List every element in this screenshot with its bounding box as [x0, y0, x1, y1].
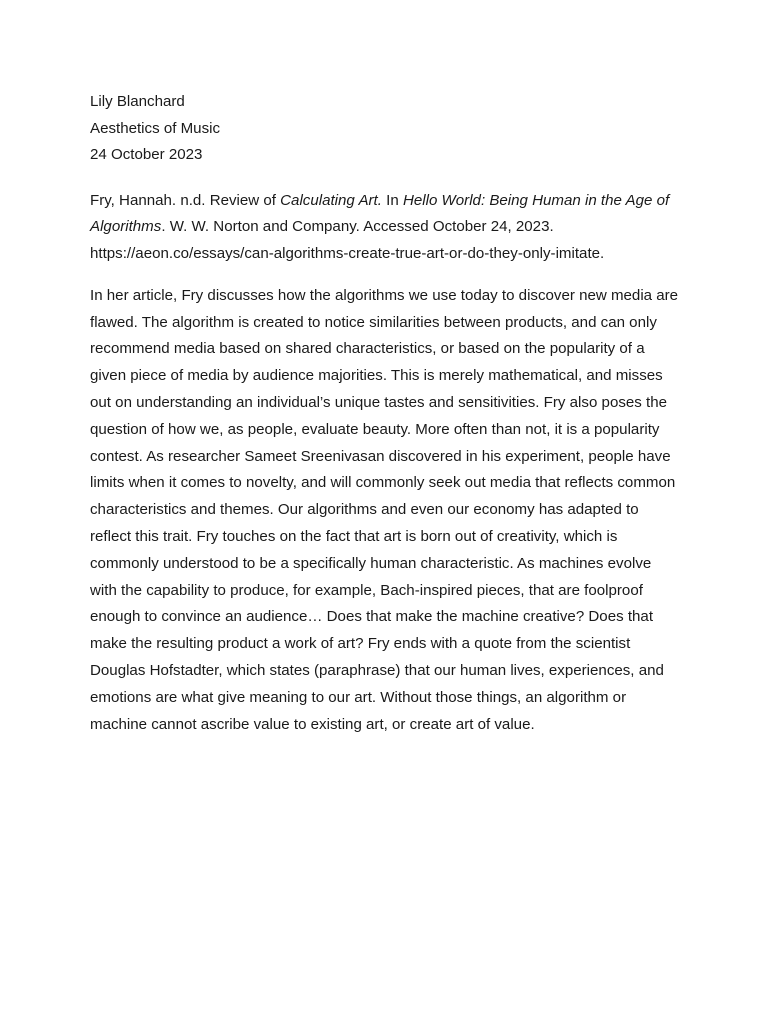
body-line: flawed. The algorithm is created to notice similarities between products, and can only: [90, 313, 657, 331]
author-name: Lily Blanchard: [90, 93, 185, 110]
citation-book-title-part-1: Hello World: Being Human in the Age of: [402, 191, 670, 209]
citation-article-title: Calculating Art.: [280, 191, 382, 209]
body-line: contest. As researcher Sameet Sreenivasan discovered in his experiment, people have: [90, 447, 671, 465]
citation-line-2: [90, 214, 690, 241]
document-header: [90, 89, 690, 169]
body-line: characteristics and themes. Our algorithms and even our economy has adapted to: [90, 501, 639, 519]
citation-in-text: In: [381, 191, 403, 209]
body-line: limits when it comes to novelty, and will commonly seek out media that reflects common: [90, 474, 676, 492]
document-date: 24 October 2023: [90, 146, 203, 163]
body-line: question of how we, as people, evaluate beauty. More often than not, it is a popularity: [90, 420, 660, 438]
body-line: enough to convince an audience… Does that make the machine creative? Does that: [90, 608, 654, 626]
citation-publisher-text: . W. W. Norton and Company. Accessed October 24, 2023.: [161, 218, 554, 236]
body-line: machine cannot ascribe value to existing art, or create art of value.: [90, 715, 535, 733]
body-line: commonly understood to be a specifically human characteristic. As machines evolve: [90, 554, 652, 572]
body-line: with the capability to produce, for example, Bach-inspired pieces, that are foolproof: [90, 581, 643, 599]
citation-author-text: Fry, Hannah. n.d. Review of: [90, 191, 281, 209]
document-page: [90, 89, 690, 738]
body-line: recommend media based on shared characteristics, or based on the popularity of a: [90, 340, 645, 358]
body-line: reflect this trait. Fry touches on the fact that art is born out of creativity, which is: [90, 528, 618, 546]
body-line: given piece of media by audience majorities. This is merely mathematical, and misses: [90, 367, 663, 385]
course-name: Aesthetics of Music: [90, 119, 221, 137]
citation: [90, 188, 690, 268]
citation-line-1: [90, 188, 690, 215]
body-line: make the resulting product a work of art? Fry ends with a quote from the scientist: [90, 635, 631, 653]
citation-url: https://aeon.co/essays/can-algorithms-create-true-art-or-do-they-only-imitate.: [90, 245, 605, 263]
body-line: Douglas Hofstadter, which states (paraphrase) that our human lives, experiences, and: [90, 662, 664, 680]
citation-book-title-part-2: Algorithms: [90, 218, 162, 236]
body-line: out on understanding an individual’s unique tastes and sensitivities. Fry also poses the: [90, 394, 667, 412]
body-line: emotions are what give meaning to our art. Without those things, an algorithm or: [90, 688, 627, 706]
body-paragraph: [90, 283, 690, 739]
body-line: In her article, Fry discusses how the algorithms we use today to discover new media are: [90, 286, 679, 304]
